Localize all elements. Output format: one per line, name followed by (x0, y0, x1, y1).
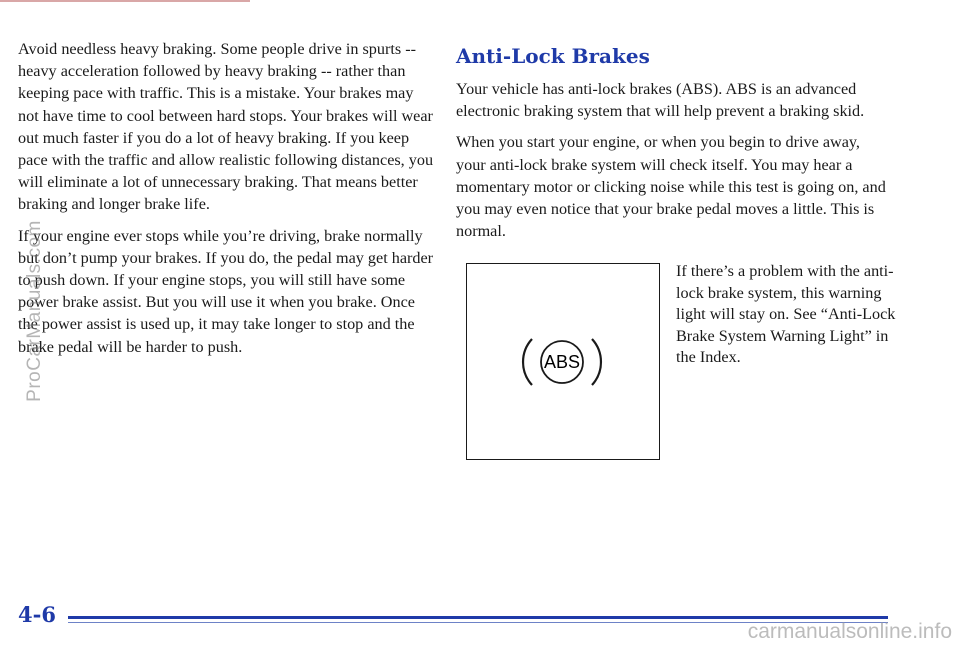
abs-symbol-label: ABS (543, 352, 581, 372)
paragraph-engine-stops: If your engine ever stops while you’re driving, brake normally but don’t pump your brakes. If you do, the pedal may get harder to push down. If your engine stops, you will still have some power brake assist. But you will use it when you brake. Once the power assist is used up, it may take longer to stop and the brake pedal will be harder to push. (18, 226, 434, 356)
paragraph-heavy-braking: Avoid needless heavy braking. Some people drive in spurts -- heavy acceleration followed by heavy braking -- rather than keeping pace with traffic. This is a mistake. Your brakes may not have time to cool between hard stops. Your brakes will wear out much faster if you do a lot of heavy braking. If you keep pace with the traffic and allow realistic following distances, you will eliminate a lot of unnecessary braking. That means better braking and longer brake life. (18, 40, 434, 214)
paragraph-abs-self-check: When you start your engine, or when you begin to drive away, your anti-lock brake system will check itself. You may hear a momentary motor or clicking noise while this test is going on, and you may even notice that your brake pedal moves a little. This is normal. (456, 133, 886, 241)
right-column (456, 78, 886, 251)
abs-warning-light-icon (502, 327, 622, 397)
footer-rule (68, 616, 888, 619)
left-column (18, 38, 438, 367)
paragraph-abs-intro: Your vehicle has anti-lock brakes (ABS). ABS is an advanced electronic braking system that will help prevent a braking skid. (456, 80, 865, 121)
bottom-watermark: carmanualsonline.info (747, 620, 952, 643)
warning-light-note (676, 261, 896, 369)
side-watermark: ProCarManuals.com (23, 220, 45, 402)
warning-light-illustration (466, 263, 660, 460)
page-number: 4-6 (18, 602, 56, 627)
top-divider (0, 0, 250, 2)
warning-light-note-text: If there’s a problem with the anti-lock brake system, this warning light will stay on. See “Anti-Lock Brake System Warning Light” in the Index. (676, 262, 896, 366)
section-heading-anti-lock-brakes: Anti-Lock Brakes (456, 44, 650, 68)
